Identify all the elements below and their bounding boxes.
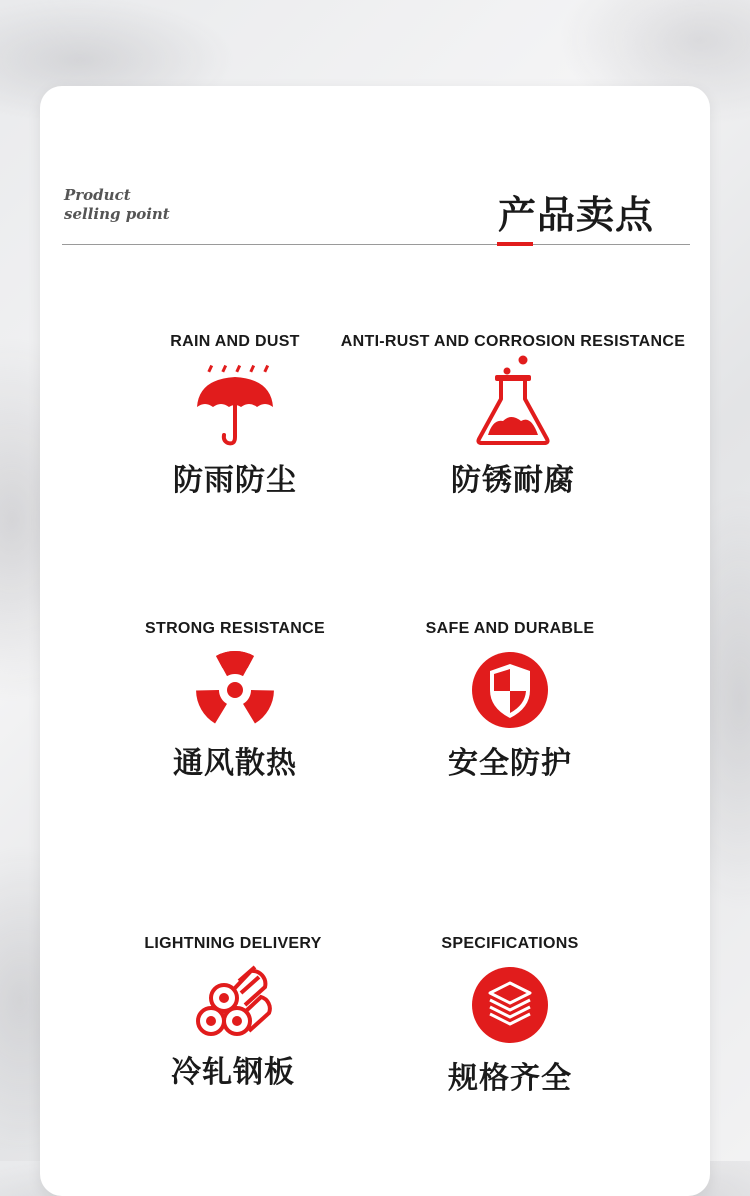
feature-safe-durable	[330, 620, 690, 782]
feature-en-label: RAIN AND DUST	[170, 333, 300, 350]
section-title: 产品卖点	[498, 193, 655, 237]
title-divider	[62, 244, 690, 245]
selling-points-card	[40, 86, 710, 1196]
feature-en-label: LIGHTNING DELIVERY	[144, 935, 322, 952]
subtitle-line-2: selling point	[64, 205, 170, 223]
feature-cn-label: 防雨防尘	[173, 463, 297, 498]
feature-anti-rust	[333, 333, 693, 499]
feature-cn-label: 安全防护	[448, 746, 572, 781]
steel-pipes-icon	[193, 965, 273, 1039]
feature-specifications	[330, 935, 690, 1097]
feature-cn-label: 防锈耐腐	[451, 463, 575, 498]
feature-en-label: SAFE AND DURABLE	[425, 620, 595, 637]
feature-cn-label: 规格齐全	[448, 1061, 572, 1096]
feature-en-label: STRONG RESISTANCE	[145, 620, 325, 637]
umbrella-icon	[195, 363, 275, 447]
english-subtitle	[64, 186, 170, 224]
shield-icon	[470, 650, 550, 730]
feature-en-label: SPECIFICATIONS	[441, 935, 579, 952]
flask-icon	[473, 355, 553, 447]
subtitle-line-1: Product	[64, 186, 131, 204]
radiation-icon	[195, 650, 275, 730]
feature-en-label: ANTI-RUST AND CORROSION RESISTANCE	[340, 333, 686, 350]
layers-icon	[470, 965, 550, 1045]
feature-cn-label: 通风散热	[173, 746, 297, 781]
feature-cn-label: 冷轧钢板	[171, 1055, 295, 1090]
title-accent-bar	[497, 242, 533, 246]
